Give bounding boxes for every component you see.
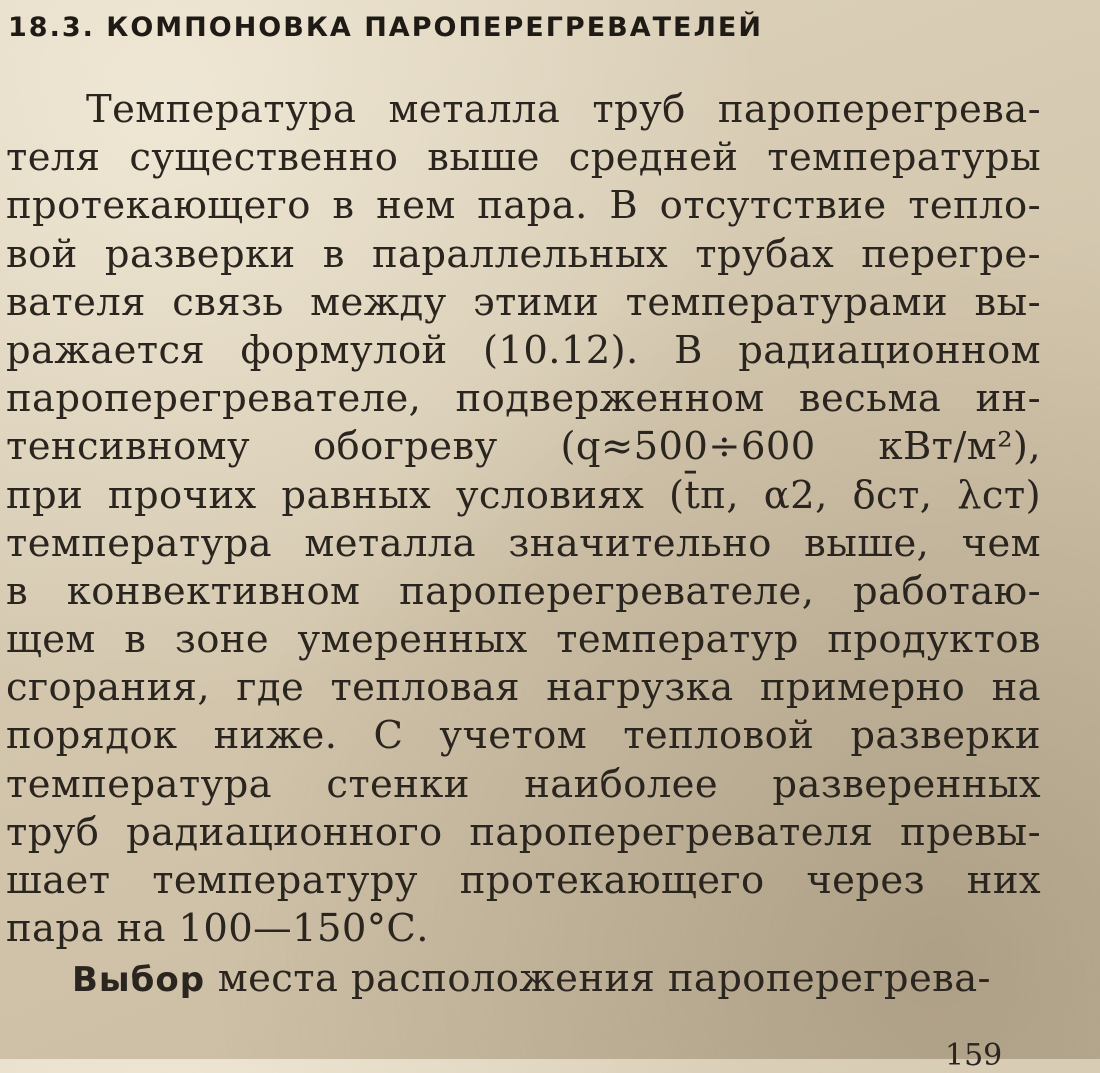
page-number: 159	[945, 1038, 1003, 1073]
text-line: сгорания, где тепловая нагрузка примерно на	[6, 665, 1041, 711]
paragraph-2-text: места расположения пароперегрева-	[205, 956, 991, 1001]
lead-word: Выбор	[72, 960, 206, 1000]
text-line: пароперегревателе, подверженном весьма ин-	[6, 376, 1041, 422]
text-line: в конвективном пароперегревателе, работаю-	[6, 568, 1041, 614]
text-line: труб радиационного пароперегревателя превы-	[6, 809, 1041, 855]
text-line: порядок ниже. С учетом тепловой разверки	[6, 713, 1041, 759]
text-line: тенсивному обогреву (q≈500÷600 кВт/м²),	[6, 424, 1041, 470]
text-line: пара на 100—150°С.	[6, 906, 429, 952]
text-line: шает температуру протекающего через них	[6, 858, 1041, 903]
text-line: протекающего в нем пара. В отсутствие тепло-	[6, 183, 1041, 229]
section-heading: 18.3. КОМПОНОВКА ПАРОПЕРЕГРЕВАТЕЛЕЙ	[8, 12, 763, 43]
text-line: при прочих равных условиях (t̄п, α2, δст, λст)	[6, 472, 1041, 518]
text-line: температура металла значительно выше, чем	[6, 520, 1041, 566]
text-line: щем в зоне умеренных температур продуктов	[6, 617, 1041, 663]
paragraph-2	[6, 955, 1006, 1004]
text-line: теля существенно выше средней температуры	[6, 135, 1041, 181]
paragraph-1	[6, 86, 1041, 953]
text-line: вателя связь между этими температурами вы-	[6, 279, 1041, 325]
text-line: ражается формулой (10.12). В радиационном	[6, 327, 1041, 373]
text-line: температура стенки наиболее разверенных	[6, 761, 1041, 807]
text-line: вой разверки в параллельных трубах перегре-	[6, 231, 1041, 277]
text-line: Температура металла труб пароперегрева-	[86, 87, 1041, 132]
